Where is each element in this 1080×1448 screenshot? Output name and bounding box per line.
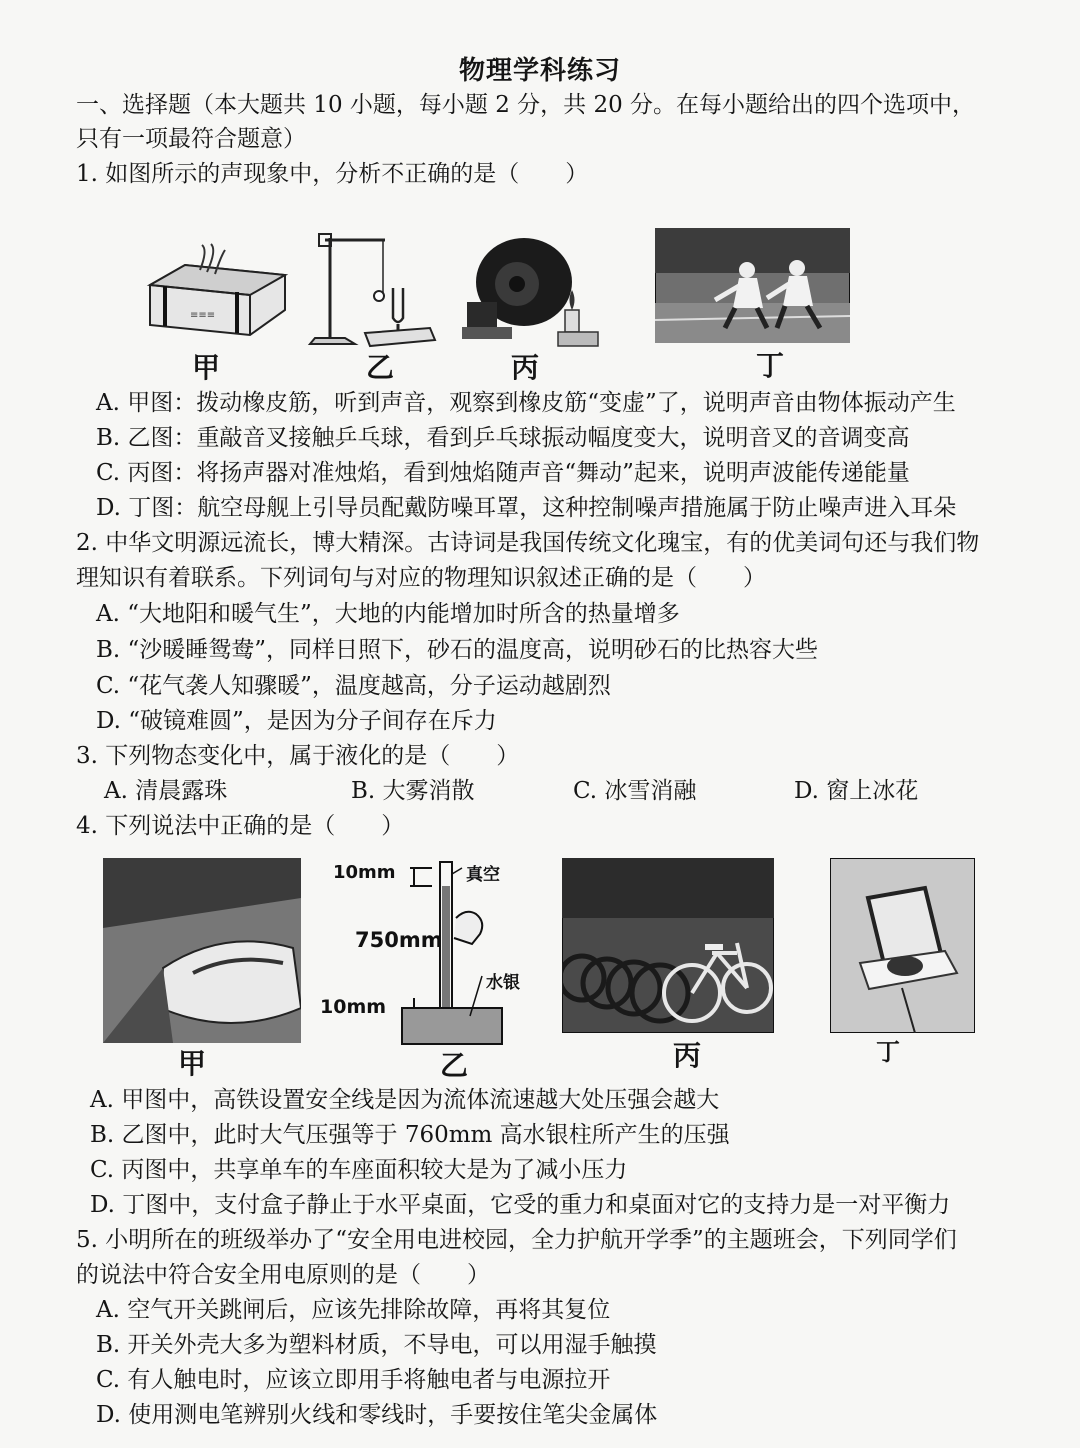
q2-option-d: D. “破镜难圆”，是因为分子间存在斥力 [96,708,497,734]
q2-stem-line-1: 2. 中华文明源远流长，博大精深。古诗词是我国传统文化瑰宝，有的优美词句还与我们物 [76,530,980,556]
section-heading-line-1: 一、选择题（本大题共 10 小题，每小题 2 分，共 20 分。在每小题给出的四个选项中， [76,92,976,118]
q3-option-c: C. 冰雪消融 [573,778,697,804]
q5-option-a: A. 空气开关跳闸后，应该先排除故障，再将其复位 [96,1297,611,1323]
q4-label-top-gap: 10mm [333,862,396,883]
page-title: 物理学科练习 [458,56,621,86]
q1-stem: 1. 如图所示的声现象中，分析不正确的是（ ） [76,161,589,187]
q1-option-c: C. 丙图：将扬声器对准烛焰，看到烛焰随声音“舞动”起来，说明声波能传递能量 [96,460,910,486]
q4-caption-ding: 丁 [876,1038,900,1066]
svg-text:≡≡≡: ≡≡≡ [190,310,216,321]
q5-option-b: B. 开关外壳大多为塑料材质，不导电，可以用湿手触摸 [96,1332,657,1358]
q1-option-d: D. 丁图：航空母舰上引导员配戴防噪耳罩，这种控制噪声措施属于防止噪声进入耳朵 [96,495,957,521]
q4-figure-train-photo [103,858,301,1043]
q1-option-a: A. 甲图：拨动橡皮筋，听到声音，观察到橡皮筋“变虚”了，说明声音由物体振动产生 [96,390,956,416]
q1-option-b: B. 乙图：重敲音叉接触乒乓球，看到乒乓球振动幅度变大，说明音叉的音调变高 [96,425,910,451]
q4-caption-yi: 乙 [440,1049,469,1082]
q2-option-a: A. “大地阳和暖气生”，大地的内能增加时所含的热量增多 [96,601,680,627]
q1-caption-bing: 丙 [511,351,540,384]
q3-option-b: B. 大雾消散 [351,778,475,804]
q4-figure-payment-box-photo [830,858,975,1033]
q4-option-a: A. 甲图中，高铁设置安全线是因为流体流速越大处压强会越大 [90,1087,720,1113]
q3-option-d: D. 窗上冰花 [794,778,919,804]
q1-caption-ding: 丁 [756,349,785,382]
q5-option-d: D. 使用测电笔辨别火线和零线时，手要按住笔尖金属体 [96,1402,658,1428]
q4-label-vacuum: 真空 [466,865,500,885]
q2-option-c: C. “花气袭人知骤暖”，温度越高，分子运动越剧烈 [96,673,611,699]
q4-caption-jia: 甲 [178,1047,207,1080]
q4-option-b: B. 乙图中，此时大气压强等于 760mm 高水银柱所产生的压强 [90,1122,730,1148]
q2-option-b: B. “沙暖睡鸳鸯”，同样日照下，砂石的温度高，说明砂石的比热容大些 [96,637,819,663]
q4-figure-torricelli-tube [400,858,510,1048]
q5-option-c: C. 有人触电时，应该立即用手将触电者与电源拉开 [96,1367,611,1393]
q1-caption-jia: 甲 [192,351,221,384]
q1-figure-tuning-fork [305,228,440,353]
q5-stem-line-1: 5. 小明所在的班级举办了“安全用电进校园，全力护航开学季”的主题班会，下列同学们 [76,1227,957,1253]
q4-caption-bing: 丙 [673,1039,702,1072]
q1-figure-carrier-crew-photo [655,228,850,343]
q2-stem-line-2: 理知识有着联系。下列词句与对应的物理知识叙述正确的是（ ） [76,565,766,591]
q1-caption-yi: 乙 [366,351,395,384]
section-heading-line-2: 只有一项最符合题意） [76,126,306,152]
q4-stem: 4. 下列说法中正确的是（ ） [76,813,405,839]
q4-option-d: D. 丁图中，支付盒子静止于水平桌面，它受的重力和桌面对它的支持力是一对平衡力 [90,1192,951,1218]
q4-label-column-height: 750mm [355,928,443,952]
q4-figure-shared-bikes-photo [562,858,774,1033]
q3-option-a: A. 清晨露珠 [104,778,228,804]
q1-figure-speaker-candle [462,232,607,352]
q4-option-c: C. 丙图中，共享单车的车座面积较大是为了减小压力 [90,1157,628,1183]
q4-label-bottom-gap: 10mm [320,996,387,1018]
q4-label-mercury: 水银 [486,973,520,993]
q3-stem: 3. 下列物态变化中，属于液化的是（ ） [76,743,520,769]
q5-stem-line-2: 的说法中符合安全用电原则的是（ ） [76,1262,490,1288]
q1-figure-rubber-band [145,240,290,350]
